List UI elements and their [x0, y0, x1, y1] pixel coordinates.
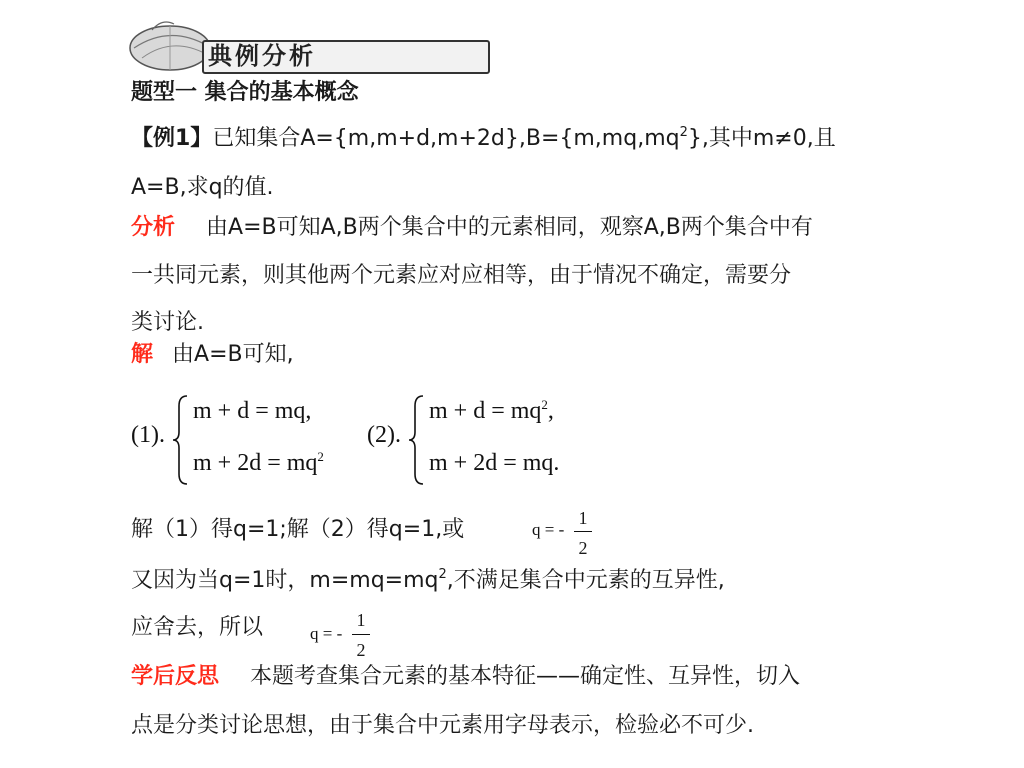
example-sup: 2 — [679, 125, 688, 140]
conclusion-line: 应舍去，所以 — [131, 615, 264, 640]
analysis-text-1: 由A=B可知A,B两个集合中的元素相同，观察A,B两个集合中有 — [206, 215, 813, 240]
analysis-line-3: 类讨论. — [131, 310, 204, 335]
result-line: 解（1）得q=1;解（2）得q=1,或 — [131, 517, 465, 542]
reflection-line-2: 点是分类讨论思想，由于集合中元素用字母表示，检验必不可少. — [131, 713, 754, 738]
solution-label: 解 — [131, 342, 154, 367]
analysis-line-1 — [131, 215, 813, 241]
reflection-line-1 — [131, 664, 800, 690]
system-2-label: (2). — [367, 422, 401, 448]
conclusion-frac-den: 2 — [356, 640, 366, 660]
solution-intro — [131, 342, 294, 368]
section-title: 题型一 集合的基本概念 — [131, 80, 359, 105]
result-frac-den: 2 — [578, 538, 588, 558]
system-2-eq-2: m + 2d = mq. — [429, 450, 560, 476]
conclusion-lhs: q = - — [310, 624, 343, 643]
system-1-eq-1: m + d = mq, — [193, 398, 312, 424]
left-brace-icon — [171, 394, 189, 486]
solution-intro-text: 由A=B可知, — [172, 342, 294, 367]
system-1-label: (1). — [131, 422, 165, 448]
reject-line: 又因为当q=1时，$m=mq=mq^2$,不满足集合中元素的互异性, — [131, 567, 725, 593]
system-1-eq-2: $m + 2d = mq^2$ — [193, 449, 324, 476]
reflection-label: 学后反思 — [131, 664, 220, 689]
analysis-line-2: 一共同元素，则其他两个元素应对应相等，由于情况不确定，需要分 — [131, 263, 792, 288]
result-frac-bar — [574, 531, 592, 532]
example-text-a: 已知集合A={m,m+d,m+2d},B={m,mq,mq — [212, 126, 680, 151]
conclusion-frac-num: 1 — [356, 610, 366, 630]
equation-systems — [131, 390, 611, 490]
example-text-b: },其中m≠0,且 — [687, 126, 836, 151]
analysis-label: 分析 — [131, 215, 176, 240]
conclusion-frac-bar — [352, 634, 370, 635]
reflection-text-1: 本题考查集合元素的基本特征——确定性、互异性，切入 — [250, 664, 801, 689]
section-badge — [122, 18, 372, 76]
badge-label: 典例分析 — [208, 42, 316, 70]
left-brace-icon — [407, 394, 425, 486]
result-frac-num: 1 — [578, 508, 588, 528]
result-lhs: q = - — [532, 520, 565, 539]
example-tag: 【例1】 — [131, 126, 213, 151]
example-line-2: A=B,求q的值. — [131, 175, 274, 200]
example-line-1 — [131, 126, 836, 152]
system-2-eq-1: $m + d = mq^2$, — [429, 397, 554, 424]
